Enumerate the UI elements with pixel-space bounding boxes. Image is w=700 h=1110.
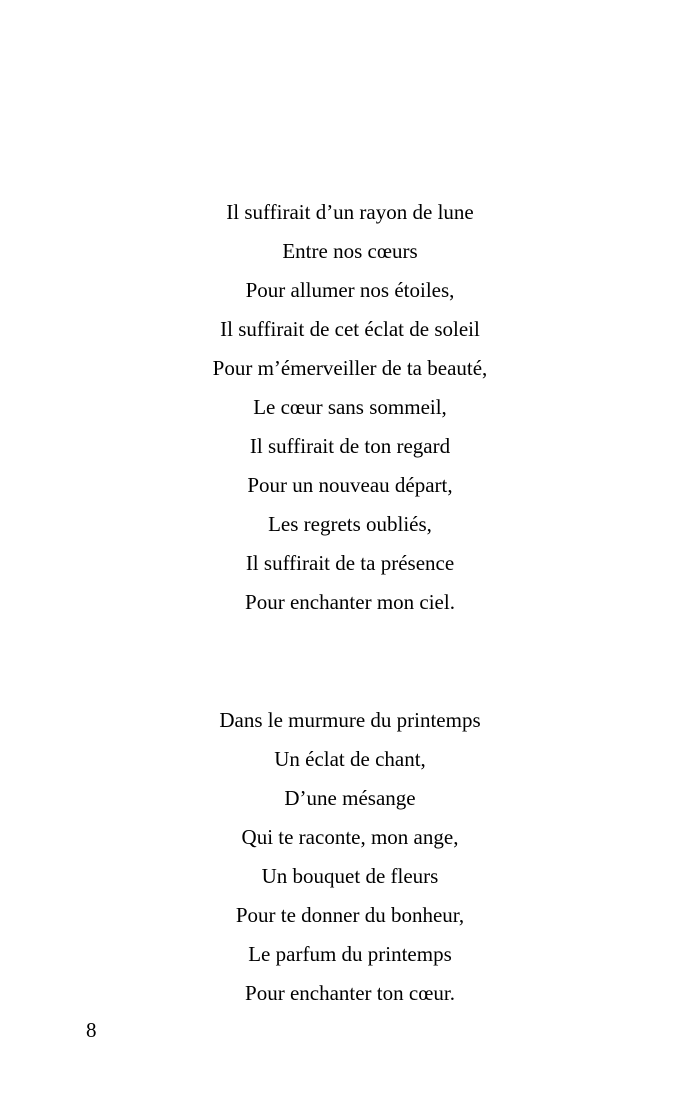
poem-stanza-2 bbox=[0, 701, 700, 1013]
poem-line: Un éclat de chant, bbox=[274, 747, 426, 771]
poem-stanza-1 bbox=[0, 193, 700, 622]
poem-line: Qui te raconte, mon ange, bbox=[241, 825, 459, 849]
poem-line: Pour enchanter ton cœur. bbox=[245, 981, 455, 1005]
poem-line: Entre nos cœurs bbox=[282, 239, 418, 263]
poem-line: Le parfum du printemps bbox=[248, 942, 452, 966]
poem-line: Il suffirait d’un rayon de lune bbox=[226, 200, 474, 224]
poem-line: Pour m’émerveiller de ta beauté, bbox=[212, 356, 488, 380]
poem-line: Un bouquet de fleurs bbox=[261, 864, 439, 888]
poem-line: Il suffirait de cet éclat de soleil bbox=[220, 317, 480, 341]
poem-line: Le cœur sans sommeil, bbox=[253, 395, 447, 419]
page-number: 8 bbox=[86, 1018, 97, 1042]
poem-line: Il suffirait de ton regard bbox=[249, 434, 451, 458]
poem-line: Pour enchanter mon ciel. bbox=[245, 590, 455, 614]
poem-line: Pour allumer nos étoiles, bbox=[245, 278, 455, 302]
poem-line: Dans le murmure du printemps bbox=[219, 708, 481, 732]
poem-line: Pour te donner du bonheur, bbox=[235, 903, 465, 927]
poem-line: Il suffirait de ta présence bbox=[245, 551, 455, 575]
poem-line: Les regrets oubliés, bbox=[268, 512, 432, 536]
poem-line: Pour un nouveau départ, bbox=[247, 473, 453, 497]
poem-line: D’une mésange bbox=[284, 786, 416, 810]
